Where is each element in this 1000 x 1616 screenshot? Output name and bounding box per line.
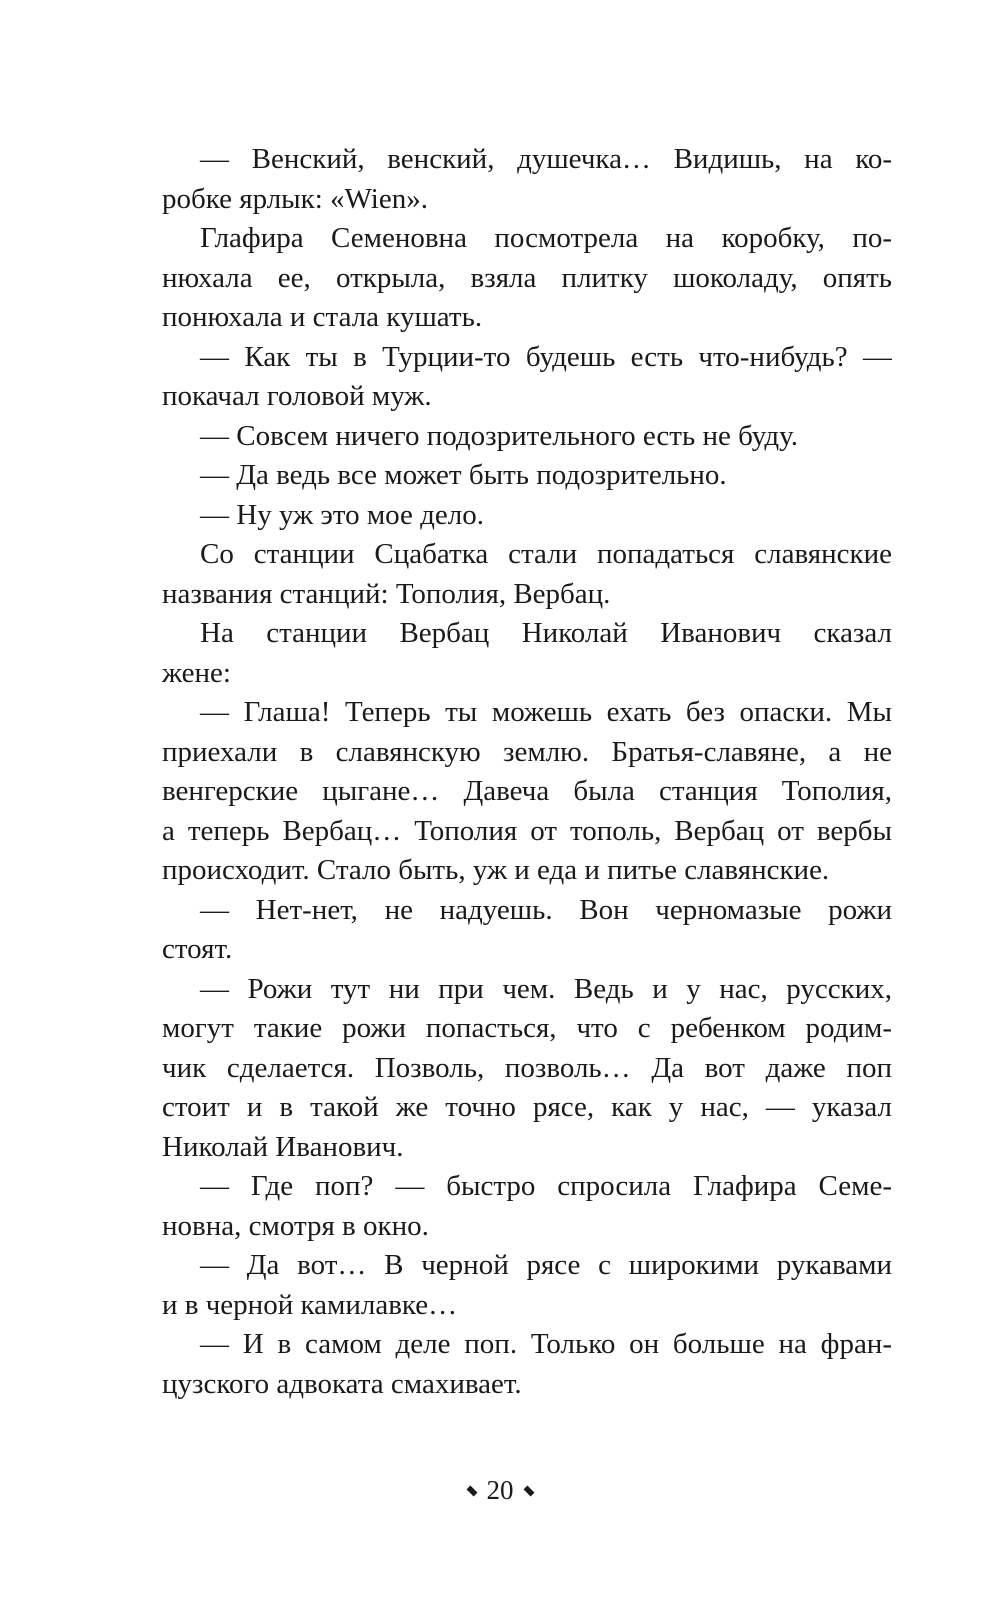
diamond-ornament-icon xyxy=(523,1485,534,1496)
text-line: Со станции Сцабатка стали попадаться славянские xyxy=(200,538,892,570)
text-line: — Где поп? — быстро спросила Глафира Семе- xyxy=(200,1170,892,1202)
text-line: покачал головой муж. xyxy=(162,380,432,412)
text-line: стоят. xyxy=(162,933,233,965)
text-line: — Ну уж это мое дело. xyxy=(200,498,485,531)
text-line: новна, смотря в окно. xyxy=(162,1209,429,1242)
text-line: стоит и в такой же точно рясе, как у нас, — указал xyxy=(162,1091,892,1123)
text-line: приехали в славянскую землю. Братья-славяне, а не xyxy=(162,735,892,768)
text-line: венгерские цыгане… Давеча была станция Тополия, xyxy=(162,775,892,807)
text-line: — Совсем ничего подозрительного есть не буду. xyxy=(200,419,799,452)
text-line: названия станций: Тополия, Вербац. xyxy=(162,577,611,610)
body-text xyxy=(162,140,892,1404)
text-line: нюхала ее, открыла, взяла плитку шоколаду, опять xyxy=(162,261,892,294)
text-line: и в черной камилавке… xyxy=(162,1288,458,1321)
text-line: — Глаша! Теперь ты можешь ехать без опаски. Мы xyxy=(200,696,892,728)
text-line: — Рожи тут ни при чем. Ведь и у нас, русских, xyxy=(200,972,892,1005)
text-line: — Как ты в Турции-то будешь есть что-нибудь? — xyxy=(200,340,892,373)
text-line: понюхала и стала кушать. xyxy=(162,301,483,333)
text-line: — Венский, венский, душечка… Видишь, на ко- xyxy=(200,143,892,175)
page-footer xyxy=(0,1475,1000,1506)
page-number: 20 xyxy=(486,1475,514,1505)
text-line: происходит. Стало быть, уж и еда и питье славянские. xyxy=(162,854,830,886)
text-line: жене: xyxy=(162,656,231,689)
text-line: а теперь Вербац… Тополия от тополь, Вербац от вербы xyxy=(162,814,892,847)
text-line: Глафира Семеновна посмотрела на коробку, по- xyxy=(200,222,892,254)
text-line: — Да вот… В черной рясе с широкими рукавами xyxy=(200,1249,892,1281)
diamond-ornament-icon xyxy=(466,1485,477,1496)
text-line: На станции Вербац Николай Иванович сказал xyxy=(200,617,892,649)
text-line: чик сделается. Позволь, позволь… Да вот даже поп xyxy=(162,1051,892,1084)
text-line: — Нет-нет, не надуешь. Вон черномазые рожи xyxy=(200,893,892,926)
text-line: — И в самом деле поп. Только он больше на фран- xyxy=(200,1328,892,1360)
text-line: Николай Иванович. xyxy=(162,1130,404,1163)
text-line: цузского адвоката смахивает. xyxy=(162,1367,522,1400)
text-line: могут такие рожи попасться, что с ребенком родим- xyxy=(162,1012,892,1044)
text-line: робке ярлык: «Wien». xyxy=(162,182,428,215)
text-line: — Да ведь все может быть подозрительно. xyxy=(200,459,727,491)
